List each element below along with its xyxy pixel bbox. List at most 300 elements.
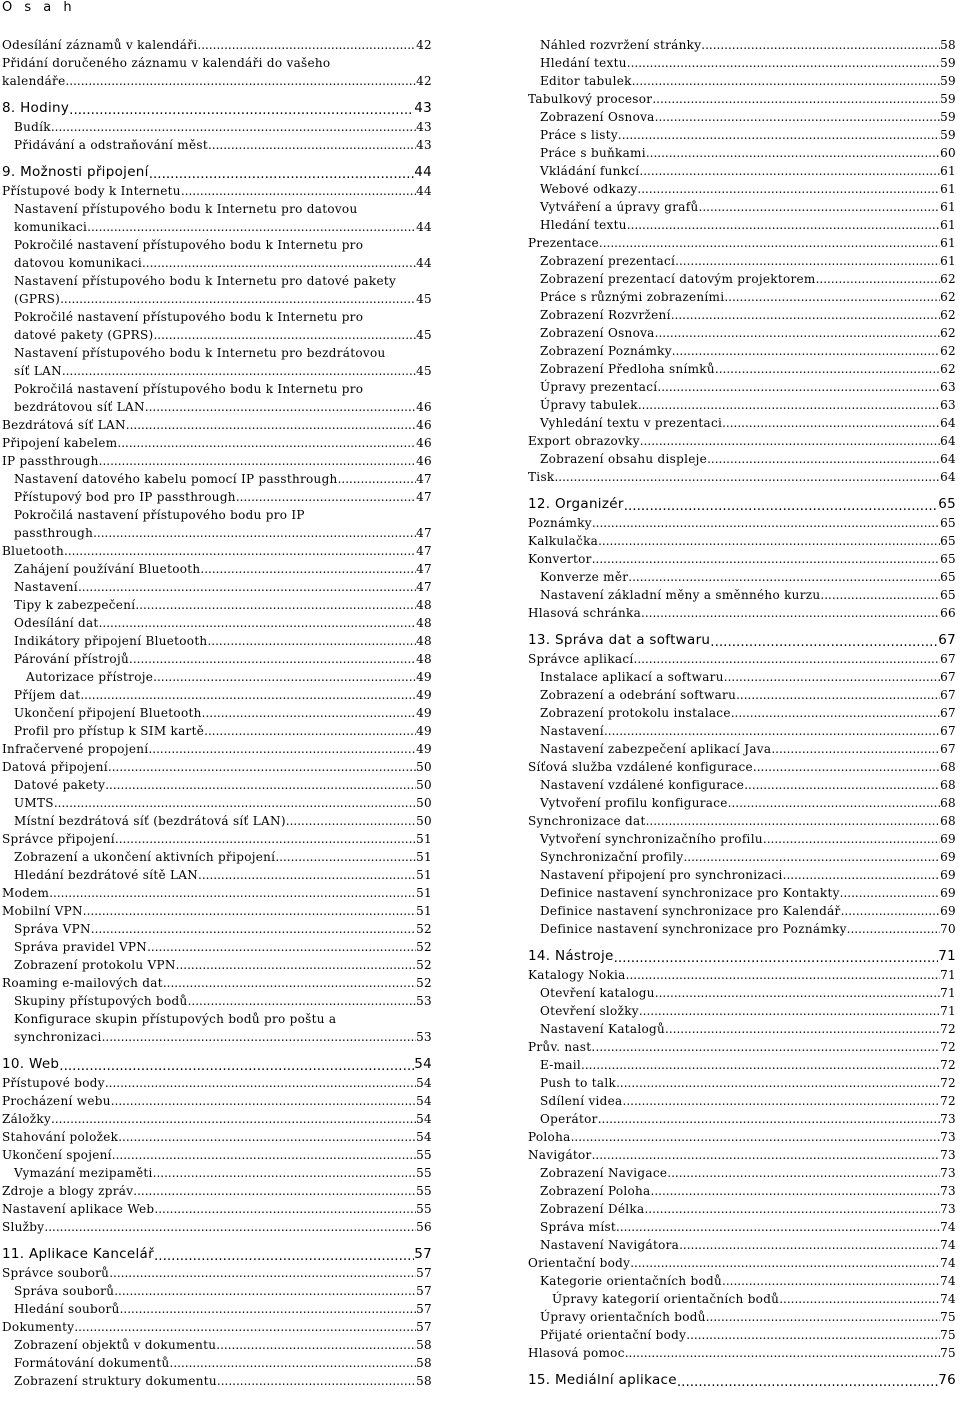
toc-page-number: 51: [416, 850, 432, 864]
toc-page-number: 59: [940, 56, 956, 70]
toc-page-number: 47: [416, 526, 432, 540]
toc-entry-text: Hlasová schránka: [528, 606, 642, 620]
toc-entry[interactable]: [2, 740, 432, 758]
leader-dots: [722, 414, 940, 432]
toc-page-number: 43: [416, 120, 432, 134]
toc-page-number: 68: [940, 814, 956, 828]
toc-entry-text: Zobrazení prezentací datovým projektorem: [540, 272, 816, 286]
toc-entry[interactable]: [528, 568, 956, 586]
toc-entry-text: Mobilní VPN: [2, 904, 83, 918]
toc-page-number: 42: [416, 38, 432, 52]
toc-column-right: [528, 36, 956, 1390]
toc-entry[interactable]: [2, 974, 432, 992]
toc-entry[interactable]: [2, 884, 432, 902]
toc-entry-text: Autorizace přístroje: [26, 670, 154, 684]
toc-page-number: 62: [940, 344, 956, 358]
toc-page-number: 67: [940, 688, 956, 702]
toc-entry-text: Zobrazení Osnova: [540, 326, 655, 340]
toc-entry[interactable]: [528, 514, 956, 532]
toc-page-number: 55: [416, 1148, 432, 1162]
toc-entry[interactable]: [528, 1200, 956, 1218]
toc-entry[interactable]: [528, 468, 956, 486]
toc-entry[interactable]: [528, 550, 956, 568]
toc-page-number: 70: [940, 922, 956, 936]
toc-chapter-entry[interactable]: [528, 1370, 956, 1390]
toc-entry[interactable]: [528, 72, 956, 90]
toc-entry[interactable]: [528, 604, 956, 622]
toc-entry-text-line: síť LAN: [14, 364, 62, 378]
toc-entry-text: 11. Aplikace Kancelář: [2, 1246, 154, 1262]
toc-entry[interactable]: [528, 668, 956, 686]
toc-entry[interactable]: [528, 722, 956, 740]
toc-entry[interactable]: [2, 434, 432, 452]
toc-entry[interactable]: [2, 1010, 432, 1046]
toc-page-number: 44: [416, 220, 432, 234]
toc-entry[interactable]: [2, 830, 432, 848]
toc-page-number: 75: [940, 1328, 956, 1342]
leader-dots: [112, 1146, 416, 1164]
toc-entry[interactable]: [528, 1146, 956, 1164]
leader-dots: [51, 1110, 416, 1128]
toc-page-number: 68: [940, 778, 956, 792]
toc-page-number: 67: [940, 742, 956, 756]
toc-entry[interactable]: [528, 450, 956, 468]
toc-entry[interactable]: [528, 532, 956, 550]
toc-entry[interactable]: [2, 236, 432, 272]
toc-entry-text: 9. Možnosti připojení: [2, 164, 149, 180]
toc-page-number: 62: [940, 326, 956, 340]
toc-entry[interactable]: [528, 1272, 956, 1290]
toc-page-number: 48: [416, 598, 432, 612]
toc-page-number: 71: [938, 948, 956, 964]
toc-entry-text: Hledání souborů: [14, 1302, 120, 1316]
toc-entry-text: Párování přístrojů: [14, 652, 130, 666]
toc-entry[interactable]: [2, 686, 432, 704]
toc-entry[interactable]: [2, 1146, 432, 1164]
toc-page-number: 47: [416, 472, 432, 486]
leader-dots: [62, 362, 416, 380]
toc-entry[interactable]: [2, 866, 432, 884]
toc-entry[interactable]: [528, 270, 956, 288]
toc-page-number: 73: [940, 1130, 956, 1144]
toc-page-number: 49: [416, 706, 432, 720]
toc-entry[interactable]: [2, 272, 432, 308]
toc-entry[interactable]: [2, 650, 432, 668]
leader-dots: [118, 1128, 416, 1146]
toc-entry[interactable]: [2, 614, 432, 632]
leader-dots: [204, 722, 416, 740]
toc-entry-text: Navigátor: [528, 1148, 592, 1162]
toc-chapter-entry[interactable]: [528, 946, 956, 966]
toc-entry[interactable]: [528, 1092, 956, 1110]
toc-entry-text: Zobrazení Poloha: [540, 1184, 651, 1198]
toc-entry[interactable]: [2, 200, 432, 236]
toc-entry-text: Úpravy orientačních bodů: [540, 1310, 706, 1324]
toc-entry-text: Prezentace: [528, 236, 599, 250]
toc-entry[interactable]: [2, 1336, 432, 1354]
toc-entry-text-line: Konfigurace skupin přístupových bodů pro poštu a: [14, 1012, 337, 1026]
toc-entry[interactable]: [2, 506, 432, 542]
toc-entry-text: Kalkulačka: [528, 534, 599, 548]
toc-entry-text: Přidávání a odstraňování měst: [14, 138, 208, 152]
toc-entry[interactable]: [2, 488, 432, 506]
toc-entry[interactable]: [2, 1282, 432, 1300]
toc-page-number: 51: [416, 904, 432, 918]
toc-entry-text: Přístupové body k Internetu: [2, 184, 181, 198]
toc-entry-text: Ukončení připojení Bluetooth: [14, 706, 202, 720]
leader-dots: [117, 434, 416, 452]
toc-page-number: 61: [940, 236, 956, 250]
toc-entry[interactable]: [528, 288, 956, 306]
toc-entry[interactable]: [528, 378, 956, 396]
toc-page-number: 63: [940, 398, 956, 412]
toc-entry[interactable]: [528, 162, 956, 180]
toc-entry[interactable]: [528, 432, 956, 450]
toc-page-number: 72: [940, 1040, 956, 1054]
toc-entry[interactable]: [2, 542, 432, 560]
toc-entry[interactable]: [528, 414, 956, 432]
leader-dots: [628, 568, 940, 586]
toc-entry[interactable]: [2, 920, 432, 938]
leader-dots: [216, 1336, 416, 1354]
toc-entry[interactable]: [528, 966, 956, 984]
leader-dots: [731, 704, 940, 722]
leader-dots: [64, 542, 416, 560]
toc-entry-text-line: Pokročilá nastavení přístupového bodu pro IP: [14, 508, 305, 522]
toc-entry[interactable]: [528, 198, 956, 216]
leader-dots: [816, 270, 941, 288]
toc-chapter-entry[interactable]: [2, 98, 432, 118]
toc-page-number: 66: [940, 606, 956, 620]
toc-entry[interactable]: [528, 1020, 956, 1038]
toc-entry[interactable]: [528, 144, 956, 162]
toc-entry[interactable]: [528, 866, 956, 884]
leader-dots: [154, 1246, 414, 1264]
toc-entry[interactable]: [2, 938, 432, 956]
toc-entry[interactable]: [528, 216, 956, 234]
toc-entry[interactable]: [528, 126, 956, 144]
leader-dots: [105, 776, 416, 794]
toc-entry[interactable]: [2, 308, 432, 344]
leader-dots: [677, 1372, 938, 1390]
toc-entry-text-line: Nastavení přístupového bodu k Internetu pro datové pakety: [14, 274, 397, 288]
toc-entry[interactable]: [2, 36, 432, 54]
leader-dots: [236, 488, 416, 506]
toc-entry[interactable]: [2, 1164, 432, 1182]
toc-entry[interactable]: [528, 360, 956, 378]
toc-page-number: 72: [940, 1094, 956, 1108]
toc-entry[interactable]: [528, 342, 956, 360]
toc-entry[interactable]: [528, 1110, 956, 1128]
toc-entry[interactable]: [2, 1300, 432, 1318]
leader-dots: [646, 812, 941, 830]
leader-dots: [640, 432, 940, 450]
toc-entry-text: Datové pakety: [14, 778, 106, 792]
leader-dots: [74, 1318, 416, 1336]
toc-entry[interactable]: [528, 234, 956, 252]
toc-entry-text: Správa míst: [540, 1220, 617, 1234]
toc-page-number: 51: [416, 868, 432, 882]
toc-entry[interactable]: [528, 306, 956, 324]
leader-dots: [655, 984, 940, 1002]
toc-entry-text: Náhled rozvržení stránky: [540, 38, 702, 52]
toc-entry[interactable]: [2, 1200, 432, 1218]
toc-entry[interactable]: [2, 1092, 432, 1110]
toc-entry[interactable]: [528, 812, 956, 830]
toc-entry-text: Záložky: [2, 1112, 52, 1126]
toc-entry-text: Příjem dat: [14, 688, 81, 702]
toc-entry[interactable]: [2, 1128, 432, 1146]
toc-entry[interactable]: [528, 1002, 956, 1020]
leader-dots: [142, 254, 416, 272]
toc-entry-text: 10. Web: [2, 1056, 60, 1072]
toc-entry[interactable]: [2, 1264, 432, 1282]
toc-entry-text-line: kalendáře: [2, 74, 66, 88]
toc-entry[interactable]: [528, 902, 956, 920]
toc-entry-text: Budík: [14, 120, 51, 134]
toc-entry[interactable]: [528, 36, 956, 54]
toc-entry[interactable]: [528, 984, 956, 1002]
toc-page-number: 54: [416, 1094, 432, 1108]
toc-entry[interactable]: [2, 668, 432, 686]
toc-entry[interactable]: [2, 182, 432, 200]
toc-entry[interactable]: [2, 1182, 432, 1200]
toc-entry[interactable]: [528, 848, 956, 866]
toc-chapter-entry[interactable]: [2, 162, 432, 182]
toc-entry[interactable]: [2, 578, 432, 596]
toc-entry[interactable]: [528, 324, 956, 342]
toc-entry-text: Otevření katalogu: [540, 986, 655, 1000]
toc-entry-text: Operátor: [540, 1112, 598, 1126]
toc-entry[interactable]: [528, 180, 956, 198]
toc-entry[interactable]: [2, 136, 432, 154]
toc-page-number: 50: [416, 778, 432, 792]
toc-entry[interactable]: [528, 1326, 956, 1344]
toc-page-number: 46: [416, 418, 432, 432]
toc-entry-text: Zobrazení Předloha snímků: [540, 362, 715, 376]
toc-entry-text: Práce s různými zobrazeními: [540, 290, 725, 304]
toc-entry[interactable]: [2, 704, 432, 722]
toc-chapter-entry[interactable]: [2, 1244, 432, 1264]
toc-page-number: 62: [940, 272, 956, 286]
leader-dots: [49, 884, 416, 902]
toc-entry[interactable]: [2, 848, 432, 866]
toc-entry[interactable]: [2, 54, 432, 90]
toc-chapter-entry[interactable]: [2, 1054, 432, 1074]
toc-entry[interactable]: [2, 470, 432, 488]
toc-entry[interactable]: [528, 758, 956, 776]
toc-entry[interactable]: [528, 776, 956, 794]
toc-entry-text: Správa VPN: [14, 922, 91, 936]
toc-page-number: 64: [940, 416, 956, 430]
toc-entry[interactable]: [2, 722, 432, 740]
toc-entry[interactable]: [528, 650, 956, 668]
toc-entry[interactable]: [528, 884, 956, 902]
leader-dots: [69, 100, 414, 118]
toc-entry[interactable]: [528, 1308, 956, 1326]
toc-entry[interactable]: [528, 794, 956, 812]
toc-entry[interactable]: [528, 1254, 956, 1272]
toc-entry[interactable]: [528, 1128, 956, 1146]
toc-entry-text: Sdílení videa: [540, 1094, 623, 1108]
toc-entry-text: Definice nastavení synchronizace pro Kontakty: [540, 886, 840, 900]
leader-dots: [641, 604, 940, 622]
leader-dots: [847, 920, 940, 938]
toc-page-number: 69: [940, 832, 956, 846]
toc-page-number: 65: [940, 516, 956, 530]
toc-entry-text: Skupiny přístupových bodů: [14, 994, 188, 1008]
toc-entry[interactable]: [528, 830, 956, 848]
toc-entry-text-line: Přidání doručeného záznamu v kalendáři do vašeho: [2, 56, 331, 70]
toc-entry[interactable]: [2, 380, 432, 416]
toc-page-number: 62: [940, 362, 956, 376]
toc-page-number: 49: [416, 688, 432, 702]
toc-chapter-entry[interactable]: [528, 494, 956, 514]
toc-entry-text: Vytvoření synchronizačního profilu: [540, 832, 763, 846]
toc-entry[interactable]: [528, 1182, 956, 1200]
leader-dots: [707, 450, 940, 468]
toc-entry[interactable]: [2, 812, 432, 830]
toc-page-number: 73: [940, 1166, 956, 1180]
toc-entry[interactable]: [528, 1164, 956, 1182]
toc-entry-text: Práce s listy: [540, 128, 618, 142]
toc-entry[interactable]: [2, 344, 432, 380]
toc-entry-text: Nastavení zabezpečení aplikací Java: [540, 742, 772, 756]
toc-entry-text-line: Pokročilé nastavení přístupového bodu k Internetu pro: [14, 238, 364, 252]
toc-entry-text: Bluetooth: [2, 544, 65, 558]
toc-entry[interactable]: [2, 1318, 432, 1336]
toc-page-number: 69: [940, 868, 956, 882]
toc-entry[interactable]: [528, 54, 956, 72]
leader-dots: [592, 1146, 941, 1164]
toc-page-number: 61: [940, 254, 956, 268]
toc-entry-text: Přístupový bod pro IP passthrough: [14, 490, 236, 504]
toc-entry[interactable]: [2, 452, 432, 470]
toc-entry-text: Zobrazení Navigace: [540, 1166, 668, 1180]
toc-entry-text-line: bezdrátovou síť LAN: [14, 400, 145, 414]
toc-entry[interactable]: [2, 758, 432, 776]
toc-entry[interactable]: [528, 586, 956, 604]
toc-entry[interactable]: [2, 1074, 432, 1092]
leader-dots: [623, 1092, 941, 1110]
toc-entry[interactable]: [528, 1074, 956, 1092]
toc-entry[interactable]: [2, 992, 432, 1010]
toc-entry[interactable]: [528, 704, 956, 722]
toc-entry[interactable]: [528, 1236, 956, 1254]
page-title: O s a h: [2, 0, 76, 15]
toc-entry-text: Zobrazení a ukončení aktivních připojení: [14, 850, 276, 864]
toc-entry-text: Otevření složky: [540, 1004, 639, 1018]
leader-dots: [115, 830, 416, 848]
toc-entry-text: Práce s buňkami: [540, 146, 646, 160]
toc-entry-text: Zobrazení protokolu instalace: [540, 706, 731, 720]
toc-page-number: 72: [940, 1022, 956, 1036]
toc-entry[interactable]: [2, 416, 432, 434]
toc-entry-text: Hledání bezdrátové sítě LAN: [14, 868, 199, 882]
toc-chapter-entry[interactable]: [528, 630, 956, 650]
leader-dots: [820, 586, 940, 604]
toc-page-number: 71: [940, 986, 956, 1000]
leader-dots: [679, 1236, 940, 1254]
toc-entry[interactable]: [2, 632, 432, 650]
toc-page-number: 51: [416, 886, 432, 900]
toc-entry[interactable]: [2, 1354, 432, 1372]
leader-dots: [637, 180, 940, 198]
toc-entry[interactable]: [528, 920, 956, 938]
leader-dots: [614, 948, 939, 966]
leader-dots: [129, 650, 416, 668]
toc-entry[interactable]: [2, 1372, 432, 1390]
toc-entry-text: Přístupové body: [2, 1076, 105, 1090]
toc-entry-text: Zobrazení Rozvržení: [540, 308, 671, 322]
toc-entry[interactable]: [528, 108, 956, 126]
toc-page-number: 69: [940, 850, 956, 864]
toc-page-number: 67: [940, 652, 956, 666]
toc-entry[interactable]: [2, 902, 432, 920]
toc-entry-text: Nastavení vzdálené konfigurace: [540, 778, 745, 792]
leader-dots: [91, 920, 416, 938]
leader-dots: [78, 578, 416, 596]
toc-entry-text: Orientační body: [528, 1256, 631, 1270]
toc-entry-text: Formátování dokumentů: [14, 1356, 170, 1370]
toc-entry[interactable]: [2, 560, 432, 578]
leader-dots: [771, 740, 940, 758]
toc-entry[interactable]: [2, 596, 432, 614]
leader-dots: [753, 758, 940, 776]
toc-entry[interactable]: [528, 252, 956, 270]
toc-page-number: 49: [416, 742, 432, 756]
toc-entry-text: Úpravy prezentací: [540, 380, 658, 394]
toc-entry[interactable]: [2, 1218, 432, 1236]
toc-entry[interactable]: [528, 740, 956, 758]
toc-page-number: 67: [940, 706, 956, 720]
toc-entry[interactable]: [528, 1290, 956, 1308]
toc-entry-text: Zobrazení a odebrání softwaru: [540, 688, 737, 702]
toc-entry[interactable]: [528, 1038, 956, 1056]
toc-page-number: 75: [940, 1346, 956, 1360]
toc-entry[interactable]: [528, 396, 956, 414]
toc-entry-text: Zdroje a blogy zpráv: [2, 1184, 134, 1198]
toc-entry[interactable]: [528, 90, 956, 108]
toc-page-number: 57: [416, 1266, 432, 1280]
toc-page-number: 72: [940, 1058, 956, 1072]
toc-entry-text-line: datové pakety (GPRS): [14, 328, 154, 342]
toc-page-number: 52: [416, 940, 432, 954]
toc-entry-text: Nastavení: [14, 580, 78, 594]
toc-page-number: 45: [416, 292, 432, 306]
toc-entry[interactable]: [2, 118, 432, 136]
toc-entry[interactable]: [2, 776, 432, 794]
toc-entry[interactable]: [528, 1344, 956, 1362]
toc-entry-text: Konverze měr: [540, 570, 629, 584]
toc-page-number: 52: [416, 922, 432, 936]
leader-dots: [148, 740, 416, 758]
leader-dots: [616, 1218, 940, 1236]
toc-entry[interactable]: [2, 1110, 432, 1128]
toc-entry[interactable]: [528, 1056, 956, 1074]
leader-dots: [275, 848, 416, 866]
leader-dots: [634, 650, 941, 668]
toc-page-number: 47: [416, 490, 432, 504]
toc-entry[interactable]: [528, 1218, 956, 1236]
toc-entry-text: Infračervené propojení: [2, 742, 149, 756]
leader-dots: [638, 396, 940, 414]
toc-entry-text-line: Pokročilá nastavení přístupového bodu k Internetu pro: [14, 382, 364, 396]
toc-entry[interactable]: [2, 794, 432, 812]
toc-entry[interactable]: [528, 686, 956, 704]
toc-entry[interactable]: [2, 956, 432, 974]
toc-page-number: 61: [940, 218, 956, 232]
